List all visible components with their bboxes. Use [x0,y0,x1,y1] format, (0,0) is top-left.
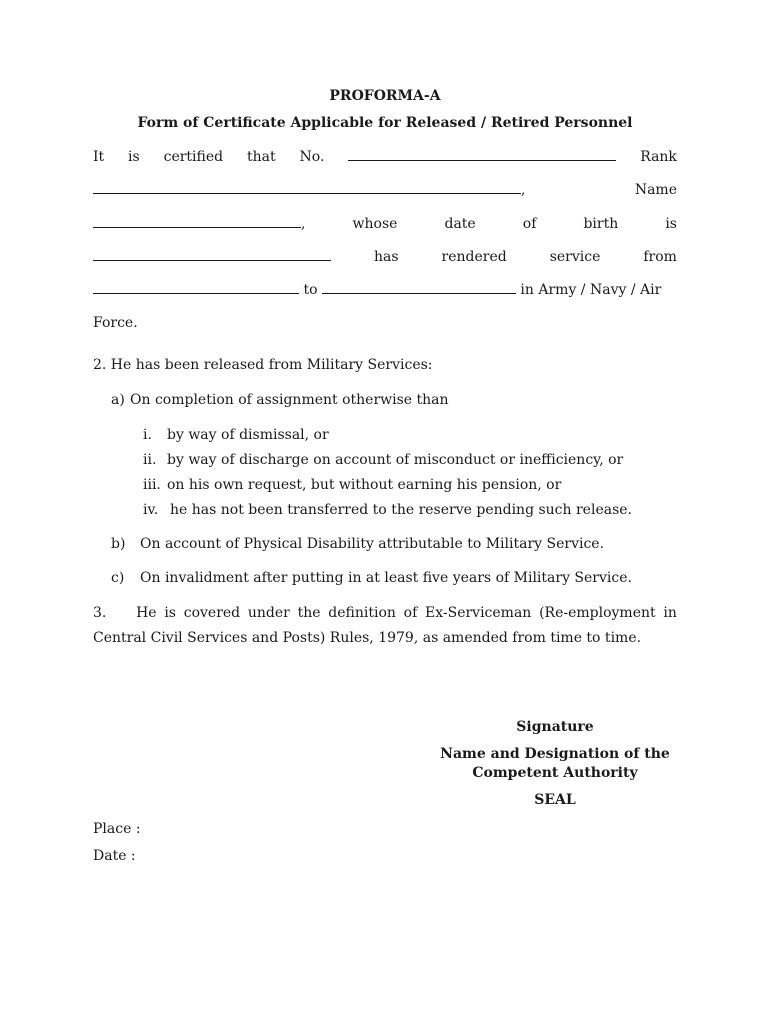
word: birth [583,216,619,232]
word: in [663,605,677,621]
word: of [403,605,418,621]
word: has [373,249,399,265]
word: Ex-Serviceman [425,605,532,621]
service-number-blank[interactable] [348,147,616,161]
word: Rank [640,149,677,165]
word: date [444,216,476,232]
word: service [549,249,601,265]
date-label: Date : [93,848,136,864]
certificate-line-3 [93,214,677,233]
subitem-marker: ii. [143,452,157,468]
item-c-text: On invalidment after putting in at least five years of Military Service. [140,570,632,586]
rank-group [93,180,525,199]
word: is [128,149,140,165]
rank-blank[interactable] [93,180,521,194]
subitem-text: on his own request, but without earning his pension, or [167,477,562,493]
subitem-marker: iv. [143,502,159,518]
word: rendered [441,249,507,265]
word: from [643,249,677,265]
word: that [247,149,276,165]
word: to [303,282,318,298]
name-group [93,214,305,233]
word: It [93,149,105,165]
seal-label: SEAL [534,792,576,808]
word: Name [634,182,677,198]
form-title: PROFORMA-A [329,88,441,104]
item-a-marker: a) [111,392,125,408]
designation-label-line-2: Competent Authority [472,765,638,781]
section-3-number: 3. [93,605,107,621]
subitem-text: he has not been transferred to the reserve pending such release. [170,502,632,518]
subitem-marker: iii. [143,477,161,493]
subitem-text: by way of dismissal, or [167,427,329,443]
word: is [665,216,677,232]
certificate-line-5 [93,280,677,299]
word: definition [328,605,396,621]
certificate-line-2 [93,180,677,199]
separator: , [301,216,306,232]
section-2-intro: 2. He has been released from Military Services: [93,357,433,373]
item-b-marker: b) [111,536,126,552]
date-of-birth-blank[interactable] [93,247,331,261]
name-blank[interactable] [93,214,301,228]
place-label: Place : [93,821,141,837]
word: covered [183,605,241,621]
service-from-blank[interactable] [93,280,299,294]
item-b-text: On account of Physical Disability attributable to Military Service. [140,536,605,552]
word: of [522,216,537,232]
word: He [136,605,157,621]
certificate-line-1 [93,147,677,166]
certificate-line-4 [93,247,677,266]
word: (Re-employment [539,605,656,621]
item-c-marker: c) [111,570,125,586]
separator: , [521,182,526,198]
section-3-line-2: Central Civil Services and Posts) Rules, 1979, as amended from time to time. [93,630,642,646]
certificate-line-6: Force. [93,315,138,331]
form-subtitle: Form of Certificate Applicable for Released / Retired Personnel [137,115,633,131]
word: certified [163,149,224,165]
subitem-marker: i. [143,427,152,443]
word: No. [299,149,325,165]
section-3-line-1 [93,604,677,622]
item-a-text: On completion of assignment otherwise than [130,392,449,408]
word: under [247,605,290,621]
word: in Army / Navy / Air [520,282,662,298]
subitem-text: by way of discharge on account of misconduct or inefficiency, or [167,452,624,468]
service-to-blank[interactable] [322,280,516,294]
word: whose [352,216,398,232]
word: the [297,605,321,621]
designation-label-line-1: Name and Designation of the [440,746,670,762]
signature-label: Signature [516,719,594,735]
word: is [164,605,176,621]
